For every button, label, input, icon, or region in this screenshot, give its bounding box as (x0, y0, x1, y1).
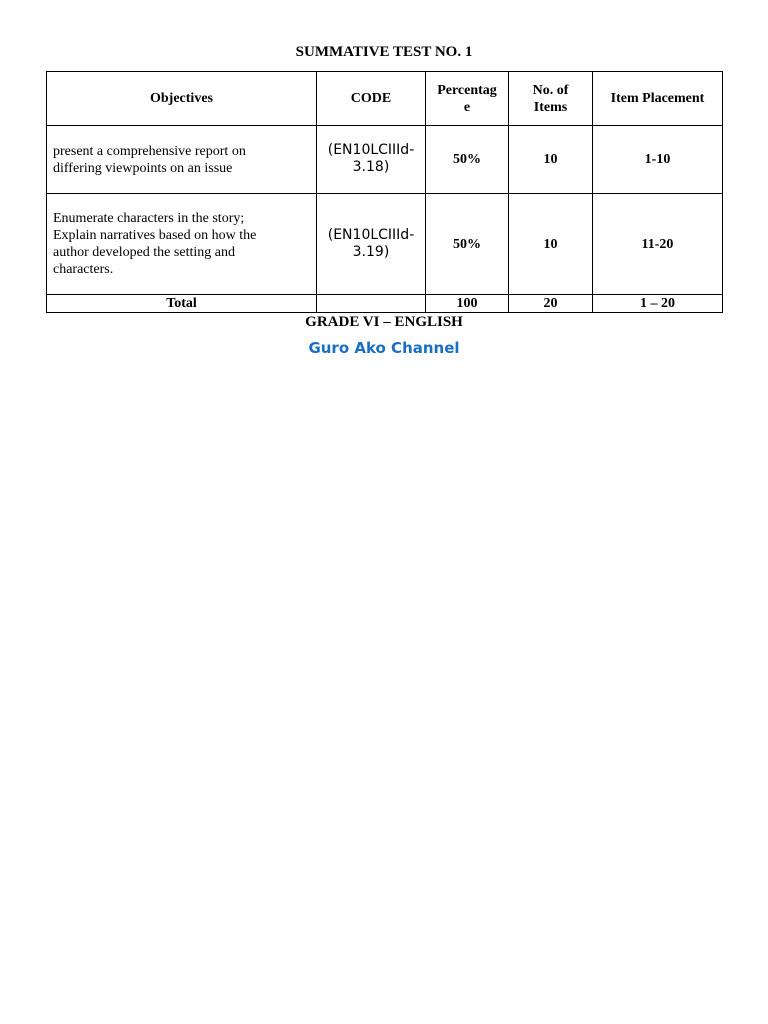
total-percentage: 100 (426, 295, 509, 313)
objective-cell: Enumerate characters in the story; Explain narratives based on how the author developed the setting and characters. (47, 194, 317, 295)
total-row (47, 295, 723, 313)
code-cell: (EN10LCIIId- 3.18) (317, 126, 426, 194)
header-placement: Item Placement (593, 72, 723, 126)
document-title: SUMMATIVE TEST NO. 1 (295, 44, 473, 60)
table-of-specifications (46, 71, 723, 313)
grade-subject-line: GRADE VI – ENGLISH (305, 314, 463, 330)
header-objectives: Objectives (47, 72, 317, 126)
table-row (47, 194, 723, 295)
header-items: No. of Items (509, 72, 593, 126)
total-label: Total (47, 295, 317, 313)
percentage-cell: 50% (426, 194, 509, 295)
objective-cell: present a comprehensive report on differing viewpoints on an issue (47, 126, 317, 194)
table-header-row (47, 72, 723, 126)
total-placement: 1 – 20 (593, 295, 723, 313)
header-code: CODE (317, 72, 426, 126)
total-code-cell (317, 295, 426, 313)
code-cell: (EN10LCIIId- 3.19) (317, 194, 426, 295)
placement-cell: 1-10 (593, 126, 723, 194)
channel-name: Guro Ako Channel (308, 339, 460, 357)
placement-cell: 11-20 (593, 194, 723, 295)
table-row (47, 126, 723, 194)
items-cell: 10 (509, 194, 593, 295)
total-items: 20 (509, 295, 593, 313)
percentage-cell: 50% (426, 126, 509, 194)
items-cell: 10 (509, 126, 593, 194)
header-percentage: Percentag e (426, 72, 509, 126)
